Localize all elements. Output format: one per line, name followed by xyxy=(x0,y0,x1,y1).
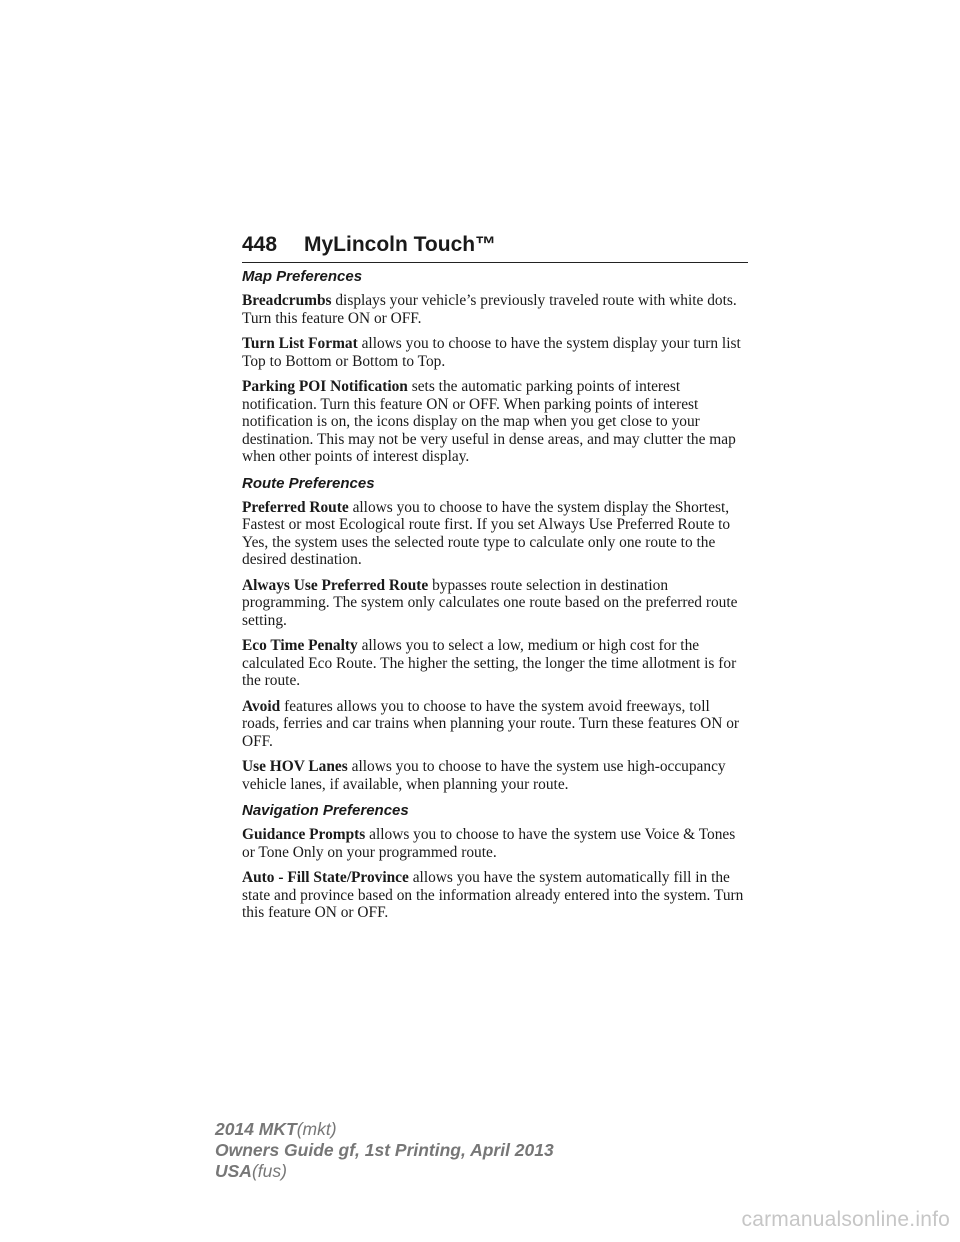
term-guidance-prompts: Guidance Prompts xyxy=(242,826,366,843)
section-heading-map-preferences: Map Preferences xyxy=(242,268,363,285)
section-heading-navigation-preferences: Navigation Preferences xyxy=(242,802,409,819)
term-avoid: Avoid xyxy=(242,697,281,715)
term-auto-fill-state-province: Auto - Fill State/Province xyxy=(242,869,409,886)
footer-guide-edition: Owners Guide gf, 1st Printing, April 2013 xyxy=(215,1140,554,1160)
footer-market-code: (fus) xyxy=(251,1161,287,1181)
page-content xyxy=(242,267,750,930)
paragraph-text: allows you to choose to have the system use high-occupancy vehicle lanes, if available, when planning your route. xyxy=(242,758,726,793)
watermark-link[interactable]: carmanualsonline.info xyxy=(741,1208,950,1231)
footer-model-code: (mkt) xyxy=(296,1119,337,1139)
print-footer xyxy=(215,1119,554,1182)
paragraph-text: allows you to select a low, medium or high cost for the calculated Eco Route. The higher the setting, the longer the time allotment is for the route. xyxy=(242,637,737,689)
paragraph-use-hov-lanes xyxy=(242,758,750,793)
footer-line-model xyxy=(215,1119,554,1140)
paragraph-eco-time-penalty xyxy=(242,637,750,690)
section-heading-route-preferences: Route Preferences xyxy=(242,474,375,492)
term-breadcrumbs: Breadcrumbs xyxy=(242,292,332,309)
paragraph-breadcrumbs xyxy=(242,292,750,327)
paragraph-guidance-prompts xyxy=(242,826,750,861)
paragraph-text: allows you have the system automatically fill in the state and province based on the information already entered into the system. Turn this feature ON or OFF. xyxy=(242,869,744,921)
paragraph-text: allows you to choose to have the system use Voice & Tones or Tone Only on your programmed route. xyxy=(242,826,736,861)
term-parking-poi-notification: Parking POI Notification xyxy=(242,378,408,395)
paragraph-turn-list-format xyxy=(242,335,750,370)
term-use-hov-lanes: Use HOV Lanes xyxy=(242,758,348,775)
term-always-use-preferred-route: Always Use Preferred Route xyxy=(242,576,429,594)
paragraph-avoid xyxy=(242,698,750,751)
footer-line-market xyxy=(215,1161,554,1182)
paragraph-text: allows you to choose to have the system display your turn list Top to Bottom or Bottom to Top. xyxy=(242,335,741,370)
footer-model: 2014 MKT xyxy=(215,1119,297,1139)
paragraph-text: sets the automatic parking points of interest notification. Turn this feature ON or OFF. When parking points of interest notification is on, the icons display on the map when you get close to your destination. This may not be very useful in dense areas, and may clutter the map when other points of interest display. xyxy=(242,378,736,465)
term-preferred-route: Preferred Route xyxy=(242,498,349,516)
page-header xyxy=(242,232,748,263)
paragraph-parking-poi-notification xyxy=(242,378,750,466)
paragraph-text: allows you to choose to have the system display the Shortest, Fastest or most Ecological route first. If you set Always Use Preferred Route to Yes, the system uses the selected route type to calculate only one route to the desired destination. xyxy=(242,498,731,568)
paragraph-text: bypasses route selection in destination programming. The system only calculates one route based on the preferred route setting. xyxy=(242,576,738,629)
term-eco-time-penalty: Eco Time Penalty xyxy=(242,637,358,654)
paragraph-text: displays your vehicle’s previously traveled route with white dots. Turn this feature ON or OFF. xyxy=(242,292,737,327)
chapter-title: MyLincoln Touch™ xyxy=(304,233,497,256)
paragraph-always-use-preferred-route xyxy=(242,577,750,630)
footer-market: USA xyxy=(215,1161,252,1181)
page-number: 448 xyxy=(242,233,278,256)
paragraph-text: features allows you to choose to have the system avoid freeways, toll roads, ferries and car trains when planning your route. Turn these features ON or OFF. xyxy=(242,697,740,750)
paragraph-preferred-route xyxy=(242,499,750,569)
term-turn-list-format: Turn List Format xyxy=(242,335,358,352)
paragraph-auto-fill-state-province xyxy=(242,869,750,922)
